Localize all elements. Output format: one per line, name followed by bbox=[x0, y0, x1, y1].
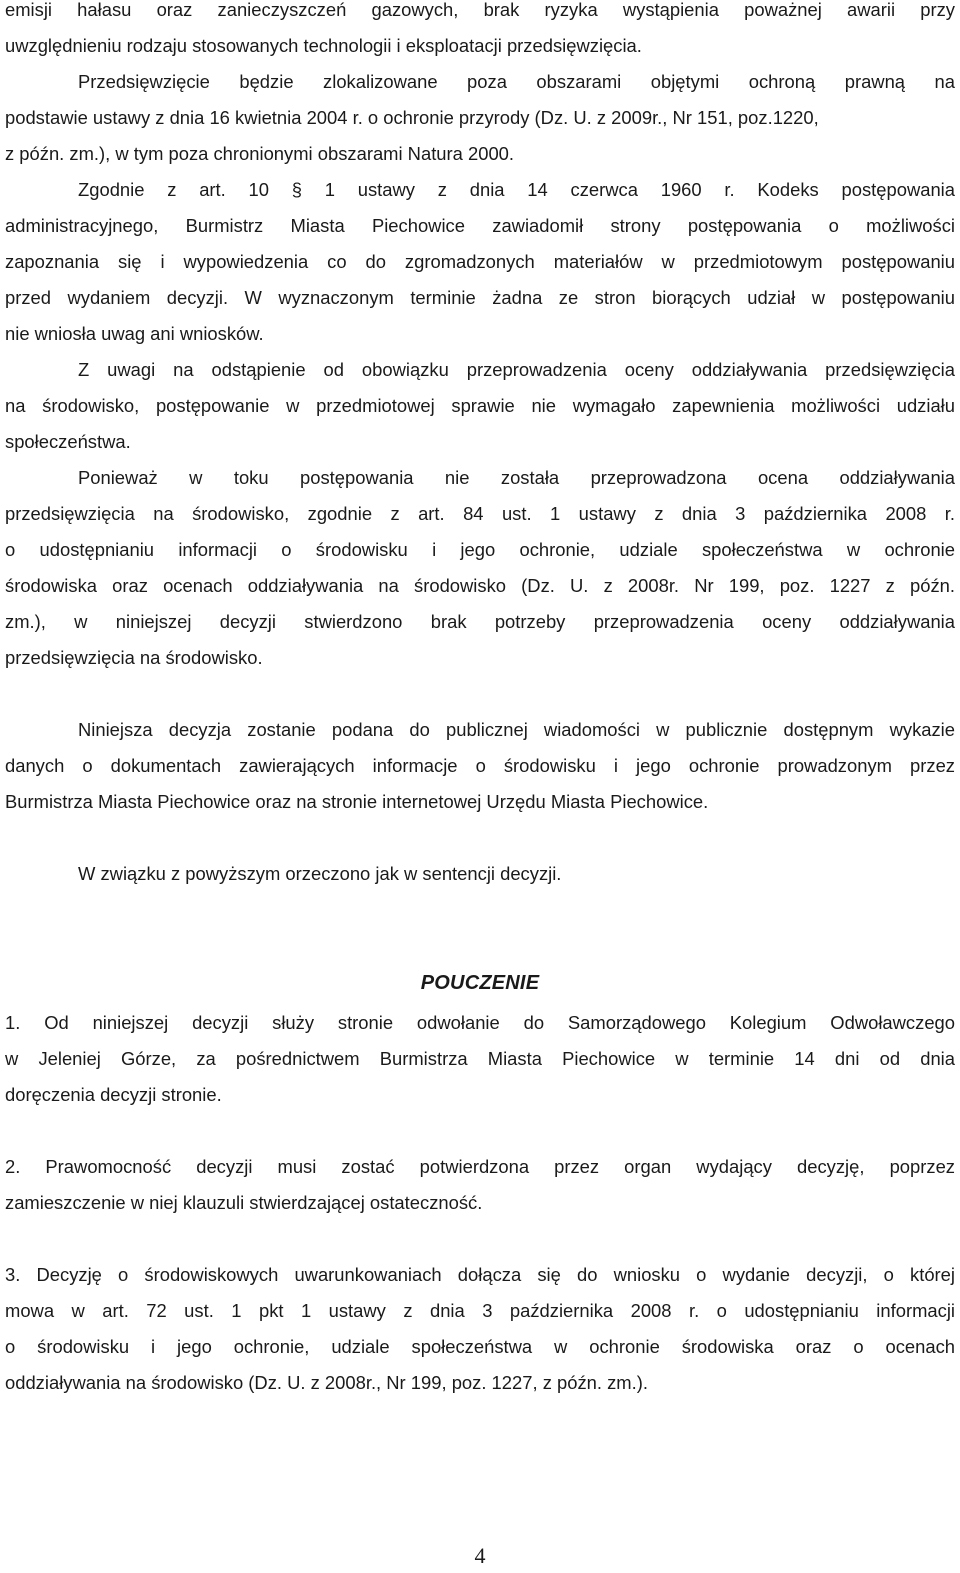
body-line: Zgodnie z art. 10 § 1 ustawy z dnia 14 czerwca 1960 r. Kodeks postępowania bbox=[78, 180, 955, 200]
body-line: środowiska oraz ocenach oddziaływania na środowisko (Dz. U. z 2008r. Nr 199, poz. 1227 z późn. bbox=[5, 576, 955, 596]
notice-line: 1. Od niniejszej decyzji służy stronie odwołanie do Samorządowego Kolegium Odwoławczego bbox=[5, 1013, 955, 1033]
body-line: z późn. zm.), w tym poza chronionymi obszarami Natura 2000. bbox=[5, 144, 515, 164]
notice-line: zamieszczenie w niej klauzuli stwierdzającej ostateczność. bbox=[5, 1193, 483, 1213]
body-line: uwzględnieniu rodzaju stosowanych technologii i eksploatacji przedsięwzięcia. bbox=[5, 36, 642, 56]
notice-line: w Jeleniej Górze, za pośrednictwem Burmistrza Miasta Piechowice w terminie 14 dni od dnia bbox=[5, 1049, 955, 1069]
notice-line: doręczenia decyzji stronie. bbox=[5, 1085, 222, 1105]
body-line: danych o dokumentach zawierających informacje o środowisku i jego ochronie prowadzonym przez bbox=[5, 756, 955, 776]
body-line: społeczeństwa. bbox=[5, 432, 131, 452]
body-line: W związku z powyższym orzeczono jak w sentencji decyzji. bbox=[78, 864, 562, 884]
body-line: przedsięwzięcia na środowisko, zgodnie z art. 84 ust. 1 ustawy z dnia 3 października 2008 r. bbox=[5, 504, 955, 524]
page-number: 4 bbox=[474, 1543, 486, 1568]
section-heading: POUCZENIE bbox=[420, 972, 540, 994]
body-line: na środowisko, postępowanie w przedmiotowej sprawie nie wymagało zapewnienia możliwości udziału bbox=[5, 396, 955, 416]
notice-line: 2. Prawomocność decyzji musi zostać potwierdzona przez organ wydający decyzję, poprzez bbox=[5, 1157, 955, 1177]
body-line: o udostępnianiu informacji o środowisku i jego ochronie, udziale społeczeństwa w ochronie bbox=[5, 540, 955, 560]
body-line: Ponieważ w toku postępowania nie została przeprowadzona ocena oddziaływania bbox=[78, 468, 955, 488]
body-line: Przedsięwzięcie będzie zlokalizowane poza obszarami objętymi ochroną prawną na bbox=[78, 72, 955, 92]
body-line: zapoznania się i wypowiedzenia co do zgromadzonych materiałów w przedmiotowym postępowaniu bbox=[5, 252, 955, 272]
body-line: przedsięwzięcia na środowisko. bbox=[5, 648, 263, 668]
body-line: nie wniosła uwag ani wniosków. bbox=[5, 324, 264, 344]
notice-line: o środowisku i jego ochronie, udziale społeczeństwa w ochronie środowiska oraz o ocenach bbox=[5, 1337, 955, 1357]
body-line: przed wydaniem decyzji. W wyznaczonym terminie żadna ze stron biorących udział w postępowaniu bbox=[5, 288, 955, 308]
body-line: Z uwagi na odstąpienie od obowiązku przeprowadzenia oceny oddziaływania przedsięwzięcia bbox=[78, 360, 955, 380]
notice-line: oddziaływania na środowisko (Dz. U. z 2008r., Nr 199, poz. 1227, z późn. zm.). bbox=[5, 1373, 648, 1393]
notice-line: 3. Decyzję o środowiskowych uwarunkowaniach dołącza się do wniosku o wydanie decyzji, o której bbox=[5, 1265, 955, 1285]
body-line: emisji hałasu oraz zanieczyszczeń gazowych, brak ryzyka wystąpienia poważnej awarii przy bbox=[5, 0, 955, 20]
body-line: Niniejsza decyzja zostanie podana do publicznej wiadomości w publicznie dostępnym wykazie bbox=[78, 720, 955, 740]
body-line: podstawie ustawy z dnia 16 kwietnia 2004 r. o ochronie przyrody (Dz. U. z 2009r., Nr 151, poz.1220, bbox=[5, 108, 819, 128]
notice-line: mowa w art. 72 ust. 1 pkt 1 ustawy z dnia 3 października 2008 r. o udostępnianiu informacji bbox=[5, 1301, 955, 1321]
body-line: zm.), w niniejszej decyzji stwierdzono brak potrzeby przeprowadzenia oceny oddziaływania bbox=[5, 612, 955, 632]
body-line: Burmistrza Miasta Piechowice oraz na stronie internetowej Urzędu Miasta Piechowice. bbox=[5, 792, 709, 812]
body-line: administracyjnego, Burmistrz Miasta Piechowice zawiadomił strony postępowania o możliwości bbox=[5, 216, 955, 236]
